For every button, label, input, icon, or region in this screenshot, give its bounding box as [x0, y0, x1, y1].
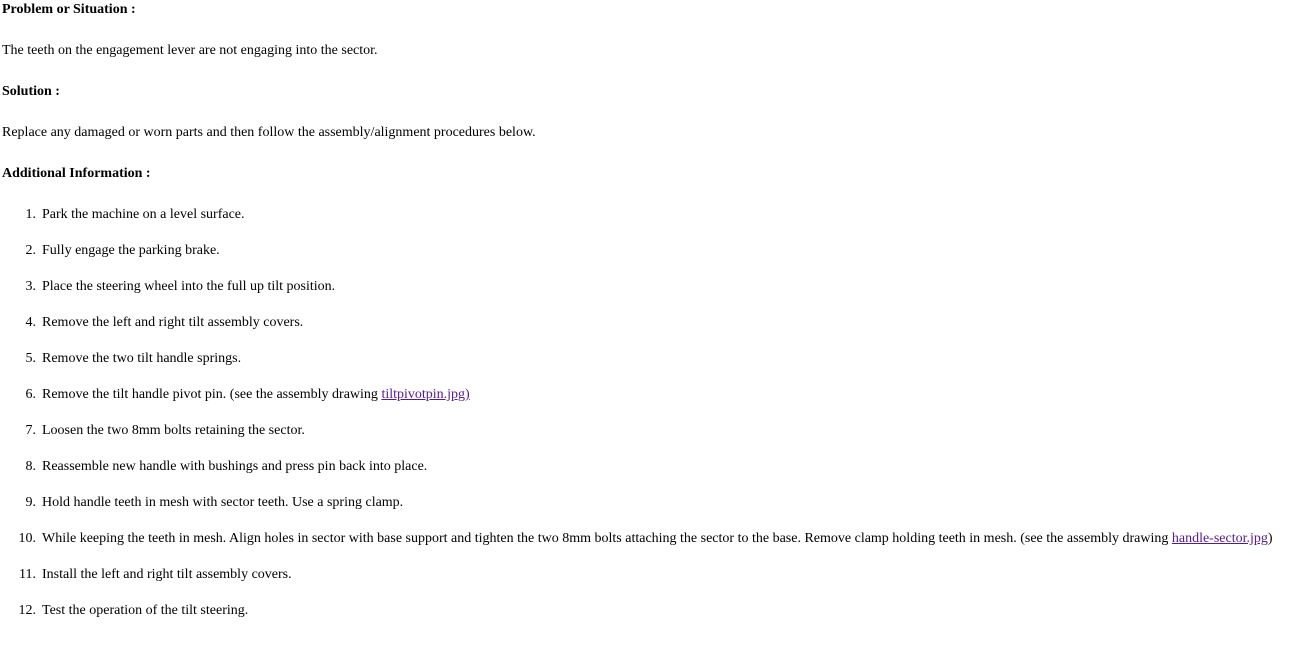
- step-text: Reassemble new handle with bushings and press pin back into place.: [42, 459, 428, 474]
- step-text: Remove the two tilt handle springs.: [42, 351, 242, 366]
- step-number: 4.: [25, 315, 36, 330]
- step-number: 9.: [25, 495, 36, 510]
- list-item: [2, 421, 1302, 441]
- list-item: [2, 385, 1302, 405]
- handle-sector-drawing-link[interactable]: handle-sector.jpg: [1171, 531, 1268, 546]
- solution-text: Replace any damaged or worn parts and then follow the assembly/alignment procedures below.: [2, 125, 536, 140]
- problem-text: The teeth on the engagement lever are not engaging into the sector.: [2, 43, 378, 58]
- step-text: Install the left and right tilt assembly covers.: [42, 567, 292, 582]
- list-item: [2, 601, 1302, 621]
- step-text: Fully engage the parking brake.: [42, 243, 220, 258]
- list-item: [2, 241, 1302, 261]
- step-text-after: ): [1267, 531, 1273, 546]
- list-item: [2, 313, 1302, 333]
- step-text: Place the steering wheel into the full up tilt position.: [42, 279, 336, 294]
- solution-heading: Solution :: [2, 84, 60, 99]
- step-text: Remove the left and right tilt assembly covers.: [42, 315, 304, 330]
- additional-info-heading: Additional Information :: [2, 166, 151, 181]
- step-number: 12.: [18, 603, 36, 618]
- step-number: 2.: [25, 243, 36, 258]
- step-number: 3.: [25, 279, 36, 294]
- list-item: [2, 457, 1302, 477]
- list-item: [2, 349, 1302, 369]
- step-text: Test the operation of the tilt steering.: [42, 603, 249, 618]
- step-number: 5.: [25, 351, 36, 366]
- step-text: Remove the tilt handle pivot pin. (see the assembly drawing: [42, 387, 382, 402]
- step-number: 7.: [25, 423, 36, 438]
- list-item: [2, 205, 1302, 225]
- step-text-with-link: [42, 529, 1292, 549]
- list-item: [2, 277, 1302, 297]
- procedure-steps-list: [2, 205, 1302, 637]
- step-text: Loosen the two 8mm bolts retaining the sector.: [42, 423, 305, 438]
- step-number: 1.: [25, 207, 36, 222]
- list-item: [2, 529, 1302, 549]
- list-item: [2, 565, 1302, 585]
- step-text-with-link: [42, 385, 1292, 405]
- step-text: Park the machine on a level surface.: [42, 207, 245, 222]
- step-text: While keeping the teeth in mesh. Align holes in sector with base support and tighten the two 8mm bolts attaching the sector to the base. Remove clamp holding teeth in mesh. (see the assembly drawing: [42, 531, 1172, 546]
- tiltpivotpin-drawing-link[interactable]: tiltpivotpin.jpg): [381, 387, 470, 402]
- step-number: 6.: [25, 387, 36, 402]
- problem-heading: Problem or Situation :: [2, 2, 136, 17]
- step-text: Hold handle teeth in mesh with sector teeth. Use a spring clamp.: [42, 495, 404, 510]
- step-number: 8.: [25, 459, 36, 474]
- list-item: [2, 493, 1302, 513]
- step-number: 10.: [18, 531, 36, 546]
- step-number: 11.: [19, 567, 36, 582]
